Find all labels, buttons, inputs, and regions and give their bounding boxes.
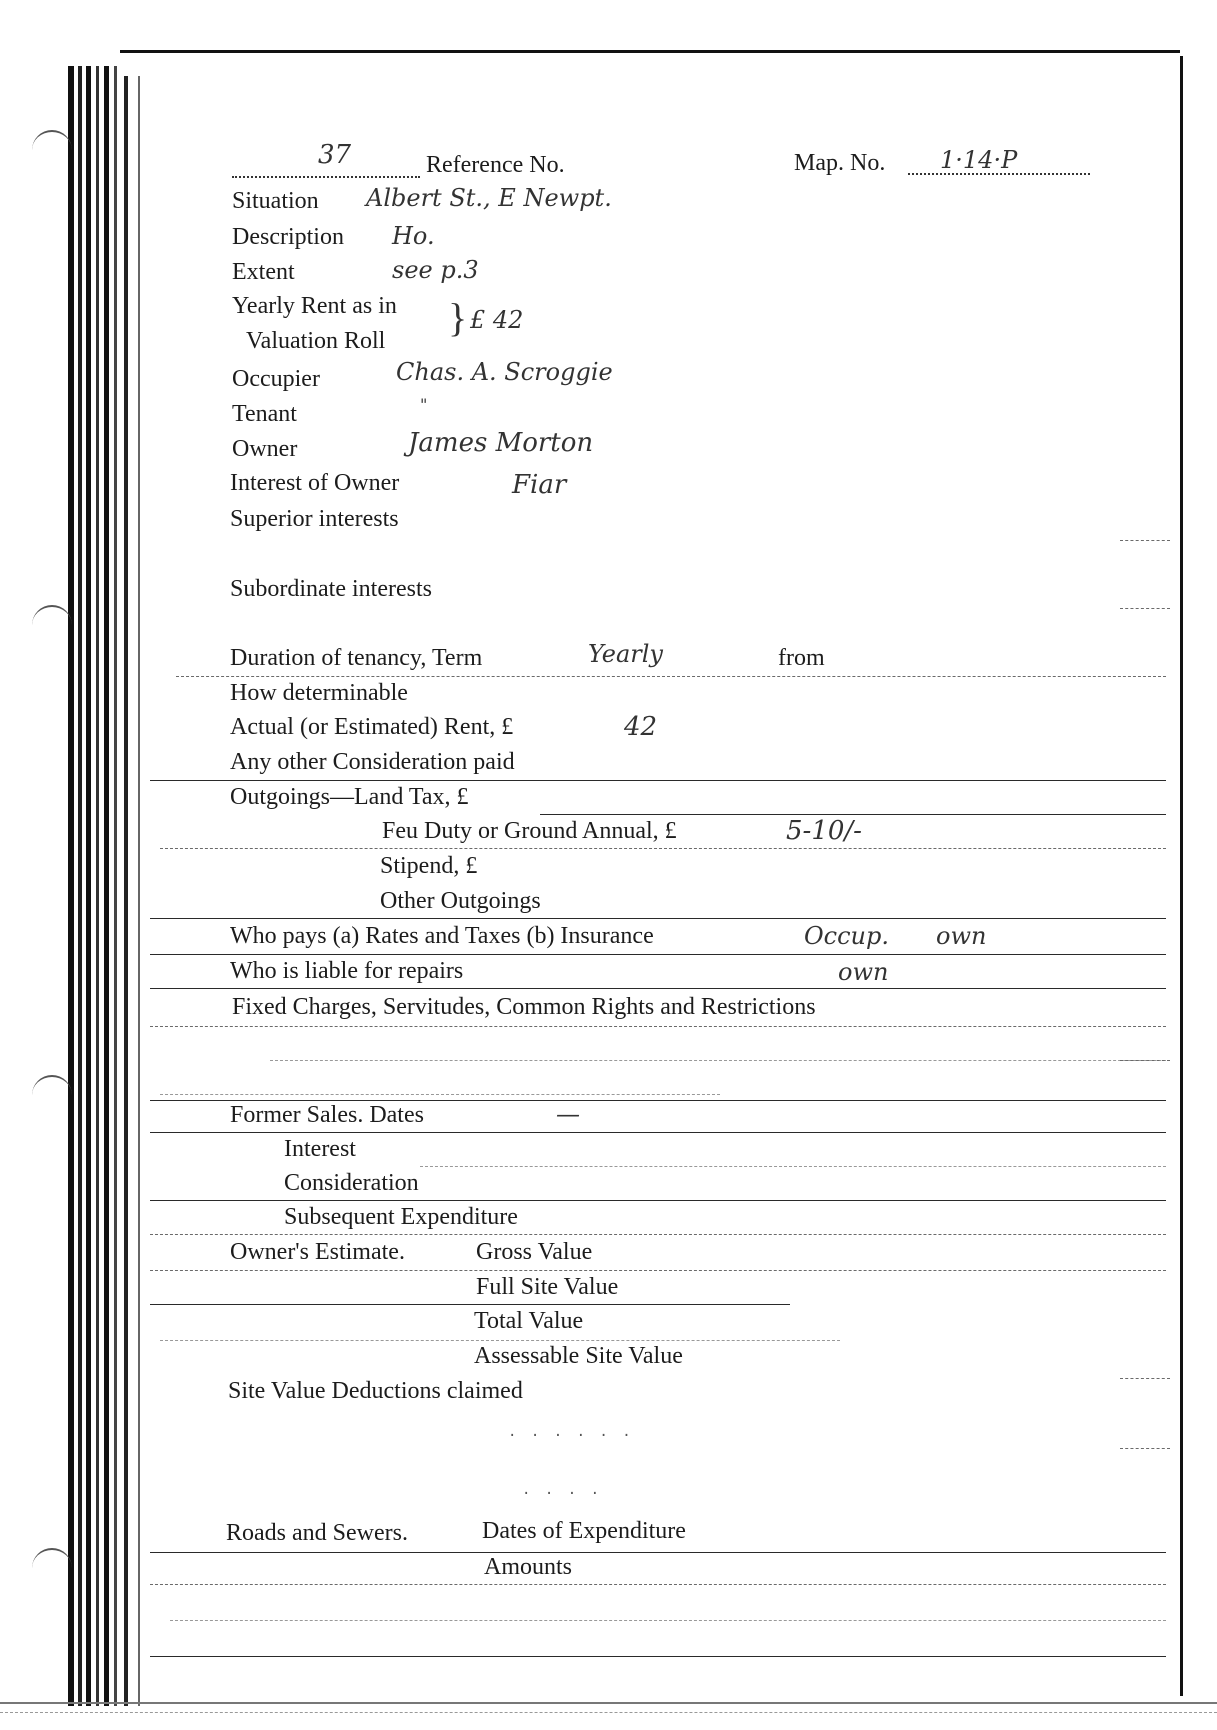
amounts-line-1 <box>150 1584 1166 1585</box>
page-bottom-border-2 <box>0 1712 1217 1713</box>
reference-no-label: Reference No. <box>426 152 565 178</box>
yearly-rent-brace: } <box>448 295 468 340</box>
occupier-label: Occupier <box>232 366 320 392</box>
land-tax-line <box>540 814 1166 815</box>
page-right-edge <box>1180 56 1183 1696</box>
right-margin-dash-4 <box>1120 1378 1170 1379</box>
who-pays-label: Who pays (a) Rates and Taxes (b) Insurance <box>230 923 654 949</box>
map-no-value: 1·14·P <box>940 146 1018 174</box>
owner-value: James Morton <box>408 428 594 458</box>
description-value: Ho. <box>392 222 435 250</box>
description-label: Description <box>232 224 344 250</box>
right-margin-dash-5 <box>1120 1448 1170 1449</box>
who-pays-insurance-value: own <box>936 922 987 950</box>
total-value-line <box>160 1340 840 1341</box>
yearly-rent-value: £ 42 <box>470 306 524 334</box>
former-sales-top-line <box>150 1100 1166 1101</box>
page-bottom-border <box>0 1702 1217 1704</box>
full-site-value-label: Full Site Value <box>476 1274 619 1300</box>
interest-label: Interest <box>284 1136 356 1162</box>
right-margin-dash-2 <box>1120 608 1170 609</box>
interest-of-owner-label: Interest of Owner <box>230 470 400 496</box>
assessable-site-value-label: Assessable Site Value <box>474 1343 683 1369</box>
superior-interests-label: Superior interests <box>230 506 399 532</box>
full-site-value-line <box>150 1304 790 1305</box>
roads-sewers-label: Roads and Sewers. <box>226 1520 408 1546</box>
who-liable-repairs-value: own <box>838 958 889 986</box>
tenant-label: Tenant <box>232 401 297 427</box>
reference-no-value: 37 <box>318 140 352 170</box>
smudge-marks-2: · · · · <box>522 1486 603 1502</box>
how-determinable-label: How determinable <box>230 680 408 706</box>
page-top-border <box>120 50 1180 53</box>
duration-label: Duration of tenancy, Term <box>230 645 483 671</box>
other-consideration-line <box>150 780 1166 781</box>
duration-from-label: from <box>778 645 825 671</box>
occupier-value: Chas. A. Scroggie <box>396 358 613 386</box>
amounts-bottom-line <box>150 1656 1166 1657</box>
former-sales-line <box>150 1132 1166 1133</box>
total-value-label: Total Value <box>474 1308 584 1334</box>
smudge-marks-1: · · · · · · <box>508 1428 634 1444</box>
who-pays-line <box>150 954 1166 955</box>
extent-value: see p.3 <box>392 256 479 284</box>
stipend-label: Stipend, £ <box>380 853 478 879</box>
fixed-charges-line-1 <box>150 1026 1166 1027</box>
map-no-dotline <box>908 173 1090 175</box>
actual-rent-label: Actual (or Estimated) Rent, £ <box>230 714 514 740</box>
interest-of-owner-value: Fiar <box>512 470 567 500</box>
site-value-deductions-label: Site Value Deductions claimed <box>228 1378 523 1404</box>
consideration-line <box>150 1200 1166 1201</box>
feu-duty-label: Feu Duty or Ground Annual, £ <box>382 818 677 844</box>
actual-rent-value: 42 <box>624 712 658 742</box>
outgoings-bottom-line <box>150 918 1166 919</box>
binding-strip <box>66 66 156 1706</box>
owner-label: Owner <box>232 436 298 462</box>
dates-of-expenditure-label: Dates of Expenditure <box>482 1518 686 1544</box>
gross-value-line <box>150 1270 1166 1271</box>
roads-sewers-line <box>150 1552 1166 1553</box>
right-margin-dash-3 <box>1120 1060 1170 1061</box>
amounts-label: Amounts <box>484 1554 573 1580</box>
other-outgoings-label: Other Outgoings <box>380 888 541 914</box>
map-no-label: Map. No. <box>794 150 886 176</box>
who-liable-line <box>150 988 1166 989</box>
feu-duty-value: 5-10/- <box>786 816 862 846</box>
outgoings-land-tax-label: Outgoings—Land Tax, £ <box>230 784 469 810</box>
other-consideration-label: Any other Consideration paid <box>230 749 515 775</box>
tenant-value: " <box>420 395 428 414</box>
who-pays-rates-value: Occup. <box>804 922 890 950</box>
consideration-label: Consideration <box>284 1170 419 1196</box>
interest-line <box>420 1166 1166 1167</box>
feu-duty-line <box>160 848 1166 849</box>
subordinate-interests-label: Subordinate interests <box>230 576 432 602</box>
gross-value-label: Gross Value <box>476 1239 593 1265</box>
situation-label: Situation <box>232 188 319 214</box>
subsequent-expenditure-line <box>150 1234 1166 1235</box>
fixed-charges-line-3 <box>160 1094 720 1095</box>
former-sales-dates-label: Former Sales. Dates <box>230 1102 424 1128</box>
former-sales-dates-value: — <box>556 1100 580 1128</box>
duration-line <box>176 676 1166 677</box>
right-margin-dash-1 <box>1120 540 1170 541</box>
fixed-charges-line-2 <box>270 1060 1166 1061</box>
duration-value: Yearly <box>588 640 663 668</box>
yearly-rent-label-line1: Yearly Rent as in <box>232 293 397 319</box>
reference-no-dotline <box>232 176 420 178</box>
extent-label: Extent <box>232 259 295 285</box>
subsequent-expenditure-label: Subsequent Expenditure <box>284 1204 518 1230</box>
who-liable-repairs-label: Who is liable for repairs <box>230 958 464 984</box>
fixed-charges-label: Fixed Charges, Servitudes, Common Rights and Restrictions <box>232 994 816 1020</box>
yearly-rent-label-line2: Valuation Roll <box>246 328 386 354</box>
situation-value: Albert St., E Newpt. <box>366 184 612 212</box>
amounts-line-2 <box>170 1620 1166 1621</box>
owners-estimate-label: Owner's Estimate. <box>230 1239 405 1265</box>
